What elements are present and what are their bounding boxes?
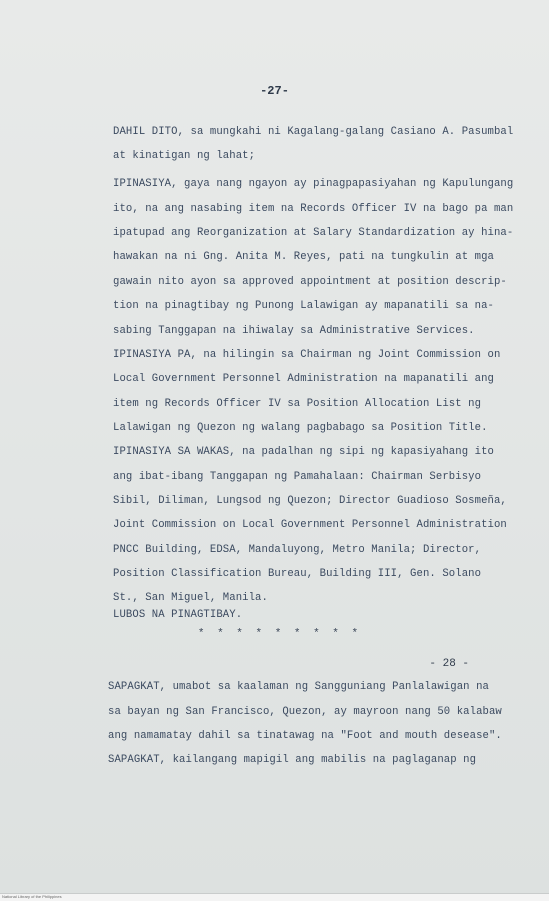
text-line: ang ibat-ibang Tanggapan ng Pamahalaan: Chairman Serbisyo <box>113 471 482 483</box>
text-line: item ng Records Officer IV sa Position Allocation List ng <box>113 398 482 410</box>
text-line: DAHIL DITO, sa mungkahi ni Kagalang-galang Casiano A. Pasumbal <box>113 126 514 138</box>
text-line: LUBOS NA PINAGTIBAY. <box>113 609 243 621</box>
text-line: Position Classification Bureau, Building III, Gen. Solano <box>113 568 482 580</box>
text-line: IPINASIYA, gaya nang ngayon ay pinagpapasiyahan ng Kapulungang <box>113 178 514 190</box>
text-line: Sibil, Diliman, Lungsod ng Quezon; Director Guadioso Sosmeña, <box>113 495 507 507</box>
text-line: St., San Miguel, Manila. <box>113 592 268 604</box>
page-number: -27- <box>260 84 289 98</box>
text-line: Lalawigan ng Quezon ng walang pagbabago sa Position Title. <box>113 422 488 434</box>
text-line: SAPAGKAT, kailangang mapigil ang mabilis na paglaganap ng <box>108 754 477 766</box>
footer-label: National Library of the Philippines <box>2 894 62 899</box>
text-line: ito, na ang nasabing item na Records Officer IV na bago pa man <box>113 203 514 215</box>
text-line: hawakan na ni Gng. Anita M. Reyes, pati na tungkulin at mga <box>113 251 494 263</box>
text-line: IPINASIYA SA WAKAS, na padalhan ng sipi ng kapasiyahang ito <box>113 446 494 458</box>
next-page-number: - 28 - <box>429 658 469 670</box>
text-line: PNCC Building, EDSA, Mandaluyong, Metro Manila; Director, <box>113 544 482 556</box>
text-line: ipatupad ang Reorganization at Salary Standardization ay hina- <box>113 227 514 239</box>
text-line: IPINASIYA PA, na hilingin sa Chairman ng Joint Commission on <box>113 349 501 361</box>
text-line: Joint Commission on Local Government Personnel Administration <box>113 519 507 531</box>
text-line: sabing Tanggapan na ihiwalay sa Administrative Services. <box>113 325 475 337</box>
text-line: gawain nito ayon sa approved appointment at position descrip- <box>113 276 507 288</box>
text-line: sa bayan ng San Francisco, Quezon, ay mayroon nang 50 kalabaw <box>108 706 502 718</box>
text-line: Local Government Personnel Administration na mapanatili ang <box>113 373 494 385</box>
text-line: tion na pinagtibay ng Punong Lalawigan ay mapanatili sa na- <box>113 300 494 312</box>
asterisk-divider: * * * * * * * * * <box>197 628 362 640</box>
text-line: ang namamatay dahil sa tinatawag na "Foot and mouth desease". <box>108 730 502 742</box>
text-line: SAPAGKAT, umabot sa kaalaman ng Sangguniang Panlalawigan na <box>108 681 489 693</box>
text-line: at kinatigan ng lahat; <box>113 150 256 162</box>
